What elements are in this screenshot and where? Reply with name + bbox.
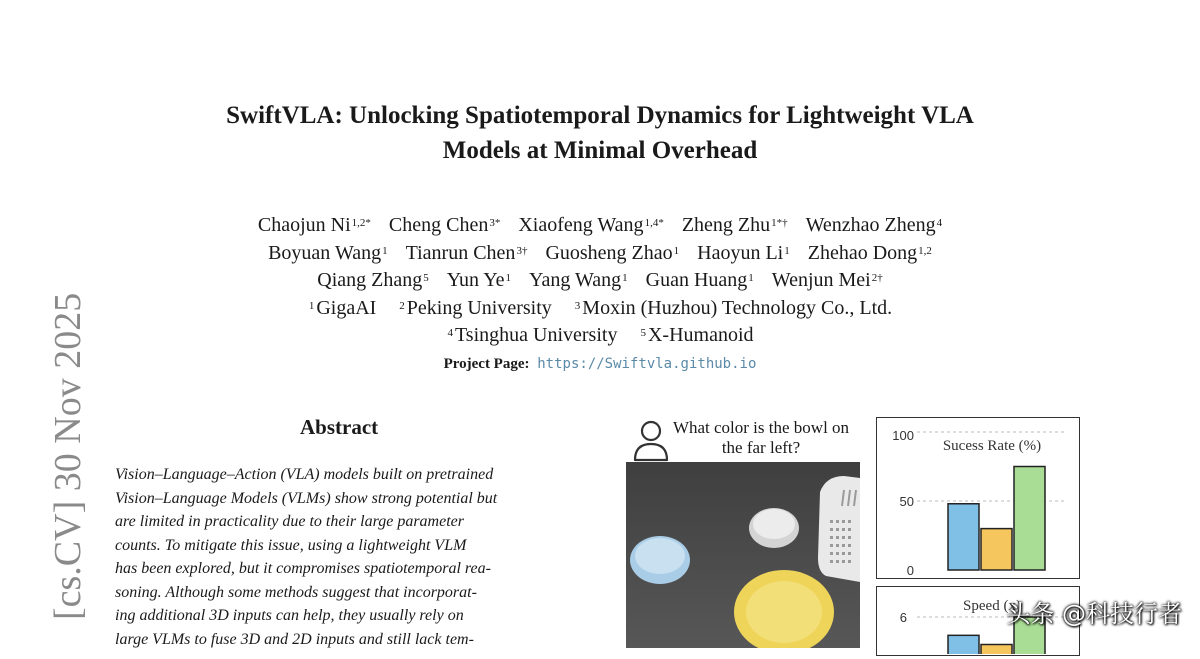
affiliation-mark: 1 [308,299,315,312]
author-affiliation-mark: 1,2* [351,217,371,229]
author [646,269,754,291]
author-name: Yang Wang [529,269,622,291]
affiliation [639,324,753,346]
affiliation-mark: 2 [399,299,405,312]
abstract-heading: Abstract [300,415,379,439]
author-list [0,212,1200,350]
author [518,214,663,236]
author-affiliation-mark: 3* [489,217,501,229]
abstract-line: Vision–Language Models (VLMs) show strong potential but [115,489,498,507]
bar [948,635,979,654]
y-tick-label: 50 [899,494,914,509]
title-line-2: Models at Minimal Overhead [442,137,758,164]
paper-title [0,98,1200,168]
author-name: Qiang Zhang [317,269,423,291]
author [697,242,790,264]
author-affiliation-mark: 1 [748,272,754,284]
abstract-line: Vision–Language–Action (VLA) models built on pretrained [115,466,494,483]
y-tick-label: 100 [892,428,914,443]
author-affiliation-mark: 1 [505,272,512,284]
affiliation-mark: 5 [640,327,646,339]
person-outline-icon [632,418,670,462]
affiliation [308,297,376,319]
author [406,242,528,264]
abstract-line: soning. Although some methods suggest that incorporat- [115,583,477,601]
author-name: Cheng Chen [388,214,489,236]
author [268,242,388,264]
affiliation-name: Peking University [406,296,552,319]
success-rate-chart-svg [877,418,1078,577]
author-affiliation-mark: 1 [673,244,680,257]
author-affiliation-mark: 3† [516,244,528,257]
affiliation-name: Moxin (Huzhou) Technology Co., Ltd. [582,296,893,319]
abstract-line: ing additional 3D inputs can help, they usually rely on [115,607,464,624]
arxiv-stamp: [cs.CV] 30 Nov 2025 [47,292,89,620]
bar [981,529,1012,570]
author [447,269,511,291]
y-tick-label: 0 [906,563,914,577]
author [682,214,788,236]
author-row [0,240,1200,268]
y-tick-label: 6 [899,610,907,625]
author-name: Wenjun Mei [771,269,871,291]
affiliation [398,297,552,319]
author [389,214,500,236]
author-name: Xiaofeng Wang [518,214,644,236]
bar [948,504,979,570]
author-name: Guan Huang [645,269,748,291]
author-name: Yun Ye [446,269,505,291]
author [808,242,932,264]
bar [1014,467,1045,571]
author-affiliation-mark: 1 [382,244,388,257]
author-name: Zheng Zhu [681,214,771,236]
title-line-1: SwiftVLA: Unlocking Spatiotemporal Dynamics for Lightweight VLA [226,102,974,129]
chart-title: Sucess Rate (%) [942,438,1042,454]
author-affiliation-mark: 1,2 [918,244,932,257]
author [806,214,943,236]
author [545,242,679,264]
author [529,269,628,291]
author-name: Chaojun Ni [257,214,351,236]
figure-question: What color is the bowl on the far left? [672,418,850,457]
abstract-line: has been explored, but it compromises spatiotemporal rea- [115,560,491,577]
abstract-line: counts. To mitigate this issue, using a lightweight VLM [115,536,467,554]
bar [981,645,1012,655]
affiliation-name: GigaAI [316,296,377,319]
project-page [0,356,1200,373]
affiliation-mark: 4 [447,327,453,339]
author-name: Guosheng Zhao [545,241,673,264]
affiliation [446,324,617,346]
author-affiliation-mark: 2† [871,272,883,284]
author-affiliation-mark: 5 [423,272,429,284]
chart-title: Speed (x) [963,598,1021,614]
affiliation-row [0,322,1200,350]
author-affiliation-mark: 1 [622,272,628,284]
abstract-line: large VLMs to fuse 3D and 2D inputs and still lack tem- [115,630,474,648]
author-name: Wenzhao Zheng [805,214,936,236]
affiliation-mark: 3 [574,299,581,312]
author-affiliation-mark: 4 [936,217,943,229]
affiliation-row [0,295,1200,323]
author-name: Zhehao Dong [807,241,918,264]
author-affiliation-mark: 1,4* [644,217,664,229]
abstract-body [115,463,579,651]
author [772,269,883,291]
author-affiliation-mark: 1*† [771,217,788,229]
scene-photo [626,462,860,648]
project-page-label: Project Page: [443,356,530,372]
affiliation-name: Tsinghua University [454,324,618,346]
author-name: Tianrun Chen [405,241,516,264]
author [317,269,428,291]
author-row [0,267,1200,295]
author-affiliation-mark: 1 [784,244,790,257]
author-name: Haoyun Li [697,241,784,264]
author [258,214,371,236]
project-page-link[interactable]: https://Swiftvla.github.io [537,356,757,372]
author-name: Boyuan Wang [268,241,382,264]
abstract-line: are limited in practicality due to their large parameter [115,513,464,530]
affiliation [574,297,892,319]
success-rate-chart [876,417,1080,579]
affiliation-name: X-Humanoid [647,324,754,346]
author-row [0,212,1200,240]
watermark: 头条 @科技行者 [1006,600,1182,628]
